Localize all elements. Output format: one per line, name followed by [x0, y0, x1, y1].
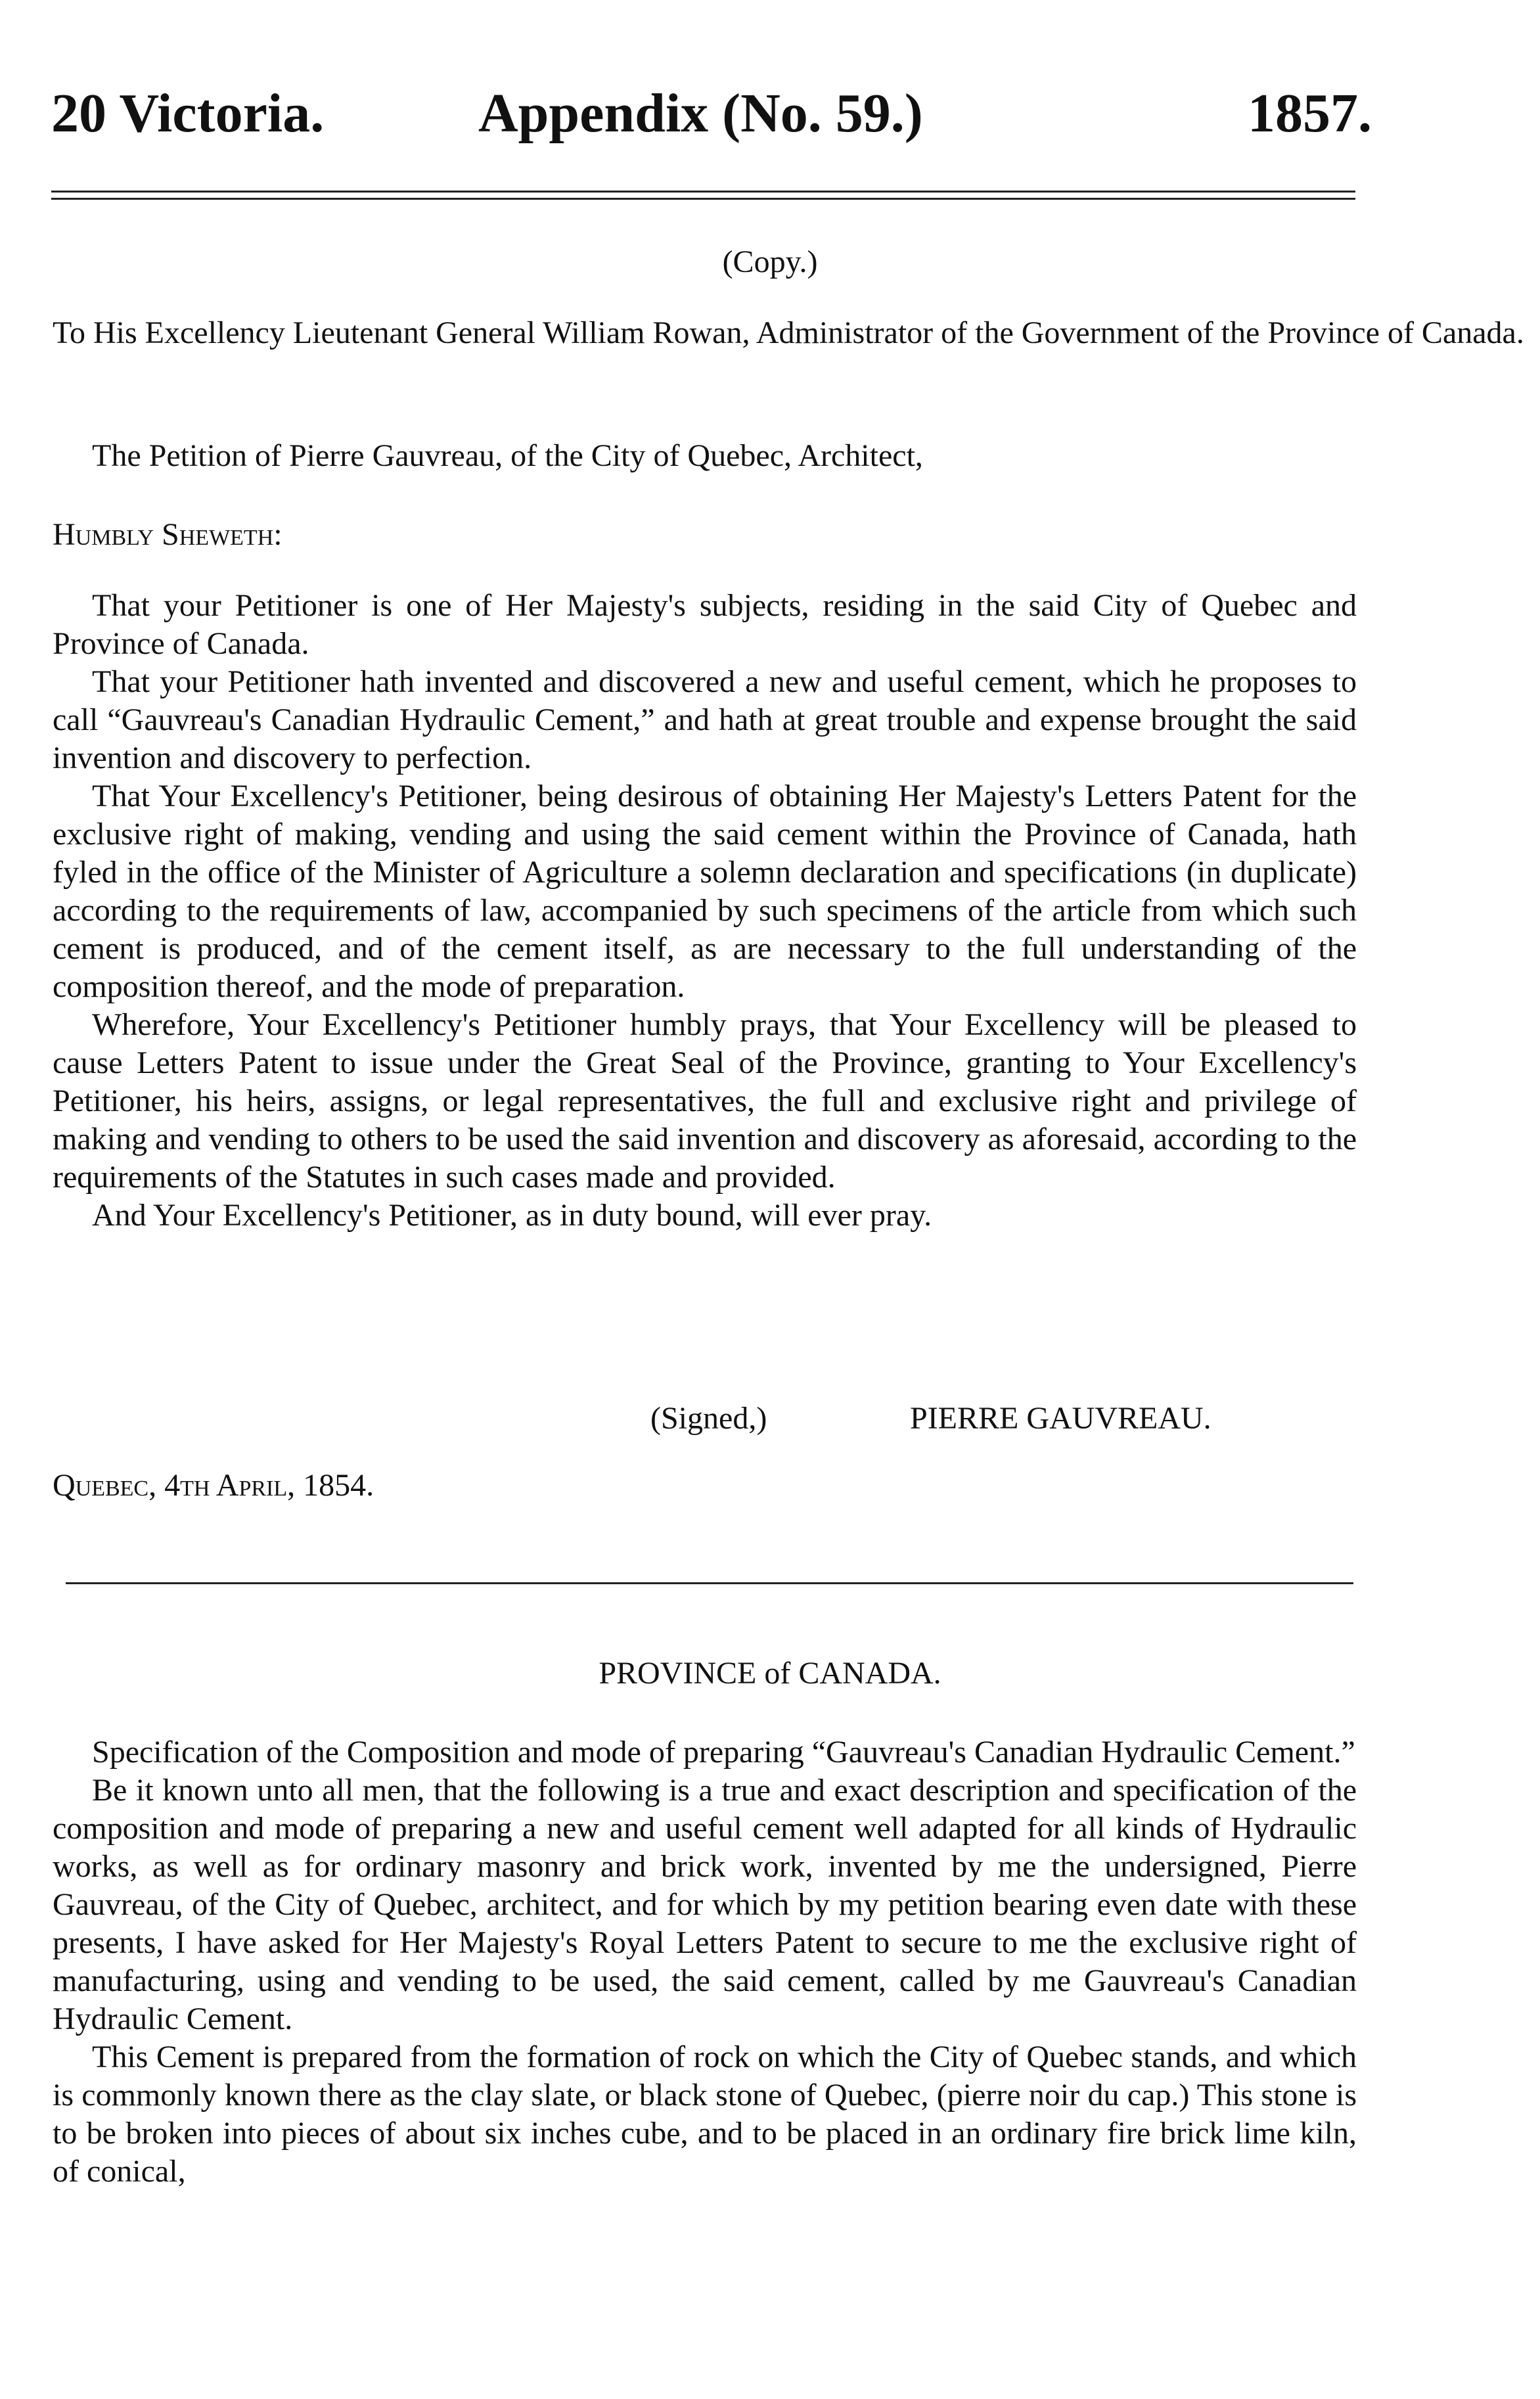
specification-paragraph: Specification of the Composition and mode of preparing “Gauvreau's Canadian Hydraulic Cement.” — [92, 1735, 1355, 1770]
specification-paragraph: This Cement is prepared from the formation of rock on which the City of Quebec stands, and which is commonly known there as the clay slate, or black stone of Quebec, (pierre noir du cap.) This stone is to be broken into pieces of about six inches cube, and to be placed in an ordinary fire brick lime kiln, of conical, — [53, 2040, 1357, 2189]
signed-label: (Signed,) — [650, 1401, 767, 1436]
petition-of: The Petition of Pierre Gauvreau, of the City of Quebec, Architect, — [92, 438, 923, 473]
section-title: PROVINCE of CANADA. — [599, 1656, 941, 1691]
header-right: 1857. — [1248, 83, 1372, 144]
specification-body — [53, 1733, 1357, 2191]
copy-label: (Copy.) — [722, 244, 818, 279]
petition-paragraph: Wherefore, Your Excellency's Petitioner humbly prays, that Your Excellency will be pleased to cause Letters Patent to issue under the Great Seal of the Province, granting to Your Excellency's Petitioner, his heirs, assigns, or legal representatives, the full and exclusive right and privilege of making and vending to others to be used the said invention and discovery as aforesaid, according to the requirements of the Statutes in such cases made and provided. — [53, 1007, 1357, 1195]
petition-paragraph: That Your Excellency's Petitioner, being desirous of obtaining Her Majesty's Letters Patent for the exclusive right of making, vending and using the said cement within the Province of Canada, hath fyled in the office of the Minister of Agriculture a solemn declaration and specifications (in duplicate) according to the requirements of law, accompanied by such specimens of the article from which such cement is produced, and of the cement itself, as are necessary to the full understanding of the composition thereof, and the mode of preparation. — [53, 779, 1357, 1004]
humbly-sheweth: Humbly Sheweth: — [53, 517, 283, 552]
header-center: Appendix (No. 59.) — [478, 83, 923, 144]
petition-body — [53, 587, 1357, 1235]
specification-paragraph: Be it known unto all men, that the following is a true and exact description and specification of the composition and mode of preparing a new and useful cement well adapted for all kinds of Hydraulic works, as well as for ordinary masonry and brick work, invented by me the undersigned, Pierre Gauvreau, of the City of Quebec, architect, and for which by my petition bearing even date with these presents, I have asked for Her Majesty's Royal Letters Patent to secure to me the exclusive right of manufacturing, using and vending to be used, the said cement, called by me Gauvreau's Canadian Hydraulic Cement. — [53, 1773, 1357, 2036]
section-rule — [66, 1582, 1353, 1584]
header-rule — [51, 191, 1355, 200]
signer-name: PIERRE GAUVREAU. — [910, 1401, 1212, 1436]
petition-paragraph: That your Petitioner hath invented and discovered a new and useful cement, which he proposes to call “Gauvreau's Canadian Hydraulic Cement,” and hath at great trouble and expense brought the said invention and discovery to perfection. — [53, 664, 1357, 775]
header-left: 20 Victoria. — [51, 83, 325, 144]
address-line: To His Excellency Lieutenant General William Rowan, Administrator of the Government of the Province of Canada. — [53, 315, 1524, 350]
petition-paragraph: That your Petitioner is one of Her Majesty's subjects, residing in the said City of Quebec and Province of Canada. — [53, 588, 1357, 661]
place-date: Quebec, 4th April, 1854. — [53, 1468, 374, 1503]
petition-paragraph: And Your Excellency's Petitioner, as in duty bound, will ever pray. — [92, 1198, 932, 1233]
running-head — [51, 78, 1372, 150]
